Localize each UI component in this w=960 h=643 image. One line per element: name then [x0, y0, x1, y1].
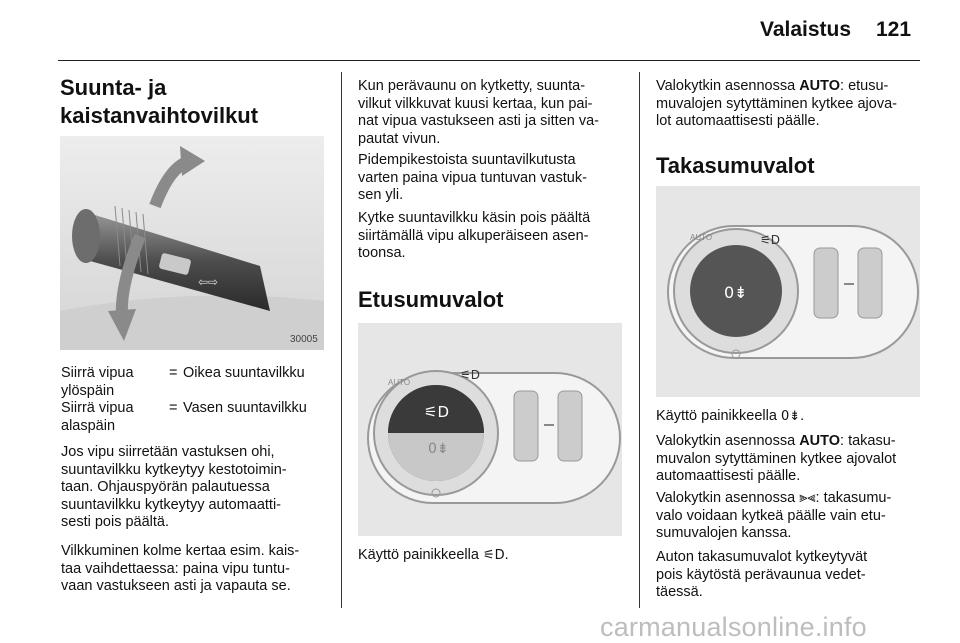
section-title-rear-fog: Takasumuvalot	[656, 153, 815, 178]
front-fog-light-icon: ⚟D	[482, 548, 505, 563]
section-title-turn-signals: Suunta- ja kaistanvaihtovilkut	[60, 75, 259, 128]
front-fog-light-icon: ⚟D	[424, 403, 449, 421]
caption-rear-fog: Käyttö painikkeella 0⇟.	[656, 408, 805, 424]
header-rule	[58, 60, 920, 61]
paragraph: Valokytkin asennossa AUTO: etusu- muvalojen sytyttäminen kytkee ajova- lot automaattisesti päälle.	[656, 78, 897, 129]
rear-fog-light-icon: 0⇟	[724, 283, 748, 302]
paragraph: Kytke suuntavilkku käsin pois päältä siirtämällä vipu alkuperäiseen asen- toonsa.	[358, 210, 591, 261]
running-header-section: Valaistus	[760, 18, 852, 41]
paragraph: Auton takasumuvalot kytkeytyvät pois käytöstä perävaunua vedet- täessä.	[656, 549, 868, 600]
paragraph: Vilkkuminen kolme kertaa esim. kais- taa vaihdettaessa: paina vipu tuntu- vaan vastukseen asti ja vapauta se.	[61, 543, 300, 594]
svg-text:0⇟: 0⇟	[428, 441, 449, 457]
svg-text:⚟D: ⚟D	[760, 233, 780, 247]
svg-text:⇦⇨: ⇦⇨	[198, 275, 219, 289]
section-title-front-fog: Etusumuvalot	[358, 287, 504, 312]
page-number: 121	[876, 18, 912, 41]
caption-front-fog: Käyttö painikkeella ⚟D.	[358, 547, 509, 563]
watermark: carmanualsonline.info	[600, 612, 867, 642]
svg-text:⚟D: ⚟D	[460, 368, 480, 382]
paragraph: Pidempikestoista suuntavilkutusta varten paina vipua tuntuvan vastuk- sen yli.	[358, 152, 587, 203]
column-divider-1	[341, 72, 342, 608]
paragraph: Kun perävaunu on kytketty, suunta- vilkut vilkkuvat kuusi kertaa, kun pai- nat vipua vastukseen asti ja sitten va- pautat vivun.	[358, 78, 599, 147]
table-row: Siirrä vipua alaspäin = Vasen suuntavilkku	[61, 400, 307, 434]
rear-fog-light-icon: 0⇟	[780, 409, 801, 424]
front-fog-switch-figure	[358, 323, 622, 536]
table-row: Siirrä vipua ylöspäin = Oikea suuntavilkku	[61, 365, 305, 399]
paragraph: Valokytkin asennossa AUTO: takasu- muvalon sytyttäminen kytkee ajovalot automaattisesti päälle.	[656, 433, 897, 484]
svg-text:AUTO: AUTO	[388, 378, 411, 387]
paragraph: Jos vipu siirretään vastuksen ohi, suuntavilkku kytkeytyy kestotoimin- taan. Ohjauspyörän palautuessa suuntavilkku kytkeytyy automaatti- sesti pois päältä.	[61, 444, 287, 530]
column-divider-2	[639, 72, 640, 608]
figure-id-30005: 30005	[290, 334, 318, 345]
turn-signal-table	[61, 365, 326, 437]
paragraph: Valokytkin asennossa ⫸⫷: takasumu- valo voidaan kytkeä päälle vain etu- sumuvalojen kanssa.	[656, 490, 892, 541]
svg-text:AUTO: AUTO	[690, 233, 713, 242]
turn-signal-lever-figure	[60, 136, 324, 350]
rear-fog-switch-figure	[656, 186, 920, 397]
